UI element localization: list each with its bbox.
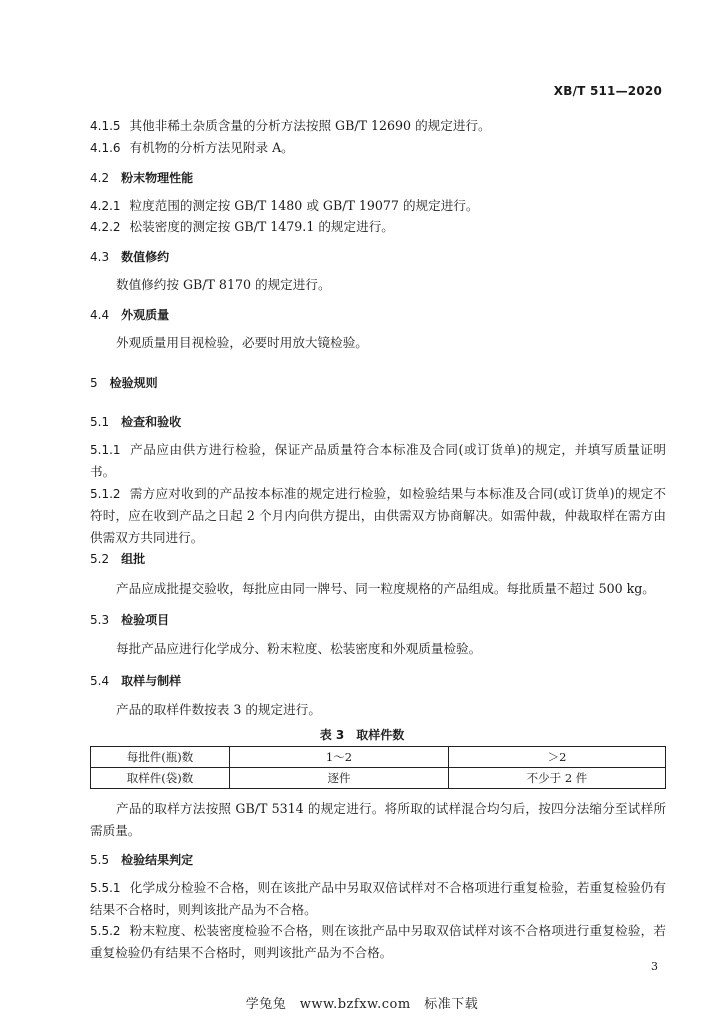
clause-5-2-body: 产品应成批提交验收，每批应由同一牌号、同一粒度规格的产品组成。每批质量不超过 500 kg。 (116, 581, 655, 596)
heading-5-3: 5.3 检验项目 (90, 613, 170, 627)
heading-5-4: 5.4 取样与制样 (90, 674, 182, 688)
clause-5-5-1: 5.5.1 化学成分检验不合格，则在该批产品中另取双倍试样对不合格项进行重复检验，若重复检验仍有结果不合格时，则判该批产品为不合格。 (90, 880, 666, 917)
clause-5-1-1: 5.1.1 产品应由供方进行检验，保证产品质量符合本标准及合同(或订货单)的规定，并填写质量证明书。 (90, 442, 666, 479)
page-number: 3 (651, 960, 658, 973)
heading-5: 5 检验规则 (90, 376, 158, 390)
table-cell: 逐件 (230, 768, 449, 789)
clause-5-4-body-2: 产品的取样方法按照 GB/T 5314 的规定进行。将所取的试样混合均匀后，按四分法缩分至试样所需质量。 (90, 801, 666, 838)
clause-4-1-6: 4.1.6 有机物的分析方法见附录 A。 (90, 140, 294, 155)
table-cell: 1～2 (230, 747, 449, 768)
clause-5-4-body: 产品的取样件数按表 3 的规定进行。 (116, 702, 321, 717)
table-3-caption: 表 3 取样件数 (319, 728, 405, 742)
table-row (91, 747, 666, 768)
table-row (91, 768, 666, 789)
heading-4-2: 4.2 粉末物理性能 (90, 171, 194, 185)
clause-4-4-body: 外观质量用目视检验，必要时用放大镜检验。 (116, 335, 368, 350)
standard-code: XB/T 511—2020 (553, 84, 662, 98)
clause-5-3-body: 每批产品应进行化学成分、粉末粒度、松装密度和外观质量检验。 (116, 641, 482, 656)
clause-5-5-2: 5.5.2 粉末粒度、松装密度检验不合格，则在该批产品中另取双倍试样对该不合格项进行重复检验，若重复检验仍有结果不合格时，则判该批产品为不合格。 (90, 923, 666, 960)
heading-5-1: 5.1 检查和验收 (90, 415, 182, 429)
clause-4-2-2: 4.2.2 松装密度的测定按 GB/T 1479.1 的规定进行。 (90, 219, 394, 234)
heading-5-5: 5.5 检验结果判定 (90, 853, 194, 867)
table-cell: 不少于 2 件 (449, 768, 666, 789)
table-cell: 取样件(袋)数 (91, 768, 230, 789)
table-cell: ＞2 (449, 747, 666, 768)
sampling-table (90, 746, 666, 789)
heading-4-3: 4.3 数值修约 (90, 250, 170, 264)
clause-4-1-5: 4.1.5 其他非稀土杂质含量的分析方法按照 GB/T 12690 的规定进行。 (90, 118, 491, 133)
clause-5-1-2: 5.1.2 需方应对收到的产品按本标准的规定进行检验，如检验结果与本标准及合同(或订货单)的规定不符时，应在收到产品之日起 2 个月内向供方提出，由供需双方协商解决。如需仲裁，仲裁取样在需方由供需双方共同进行。 (90, 486, 666, 545)
heading-5-2: 5.2 组批 (90, 552, 146, 566)
clause-4-2-1: 4.2.1 粒度范围的测定按 GB/T 1480 或 GB/T 19077 的规定进行。 (90, 198, 479, 213)
table-cell: 每批件(瓶)数 (91, 747, 230, 768)
heading-4-4: 4.4 外观质量 (90, 308, 170, 322)
clause-4-3-body: 数值修约按 GB/T 8170 的规定进行。 (116, 277, 331, 292)
site-footer: 学兔兔 www.bzfxw.com 标准下载 (245, 997, 479, 1012)
